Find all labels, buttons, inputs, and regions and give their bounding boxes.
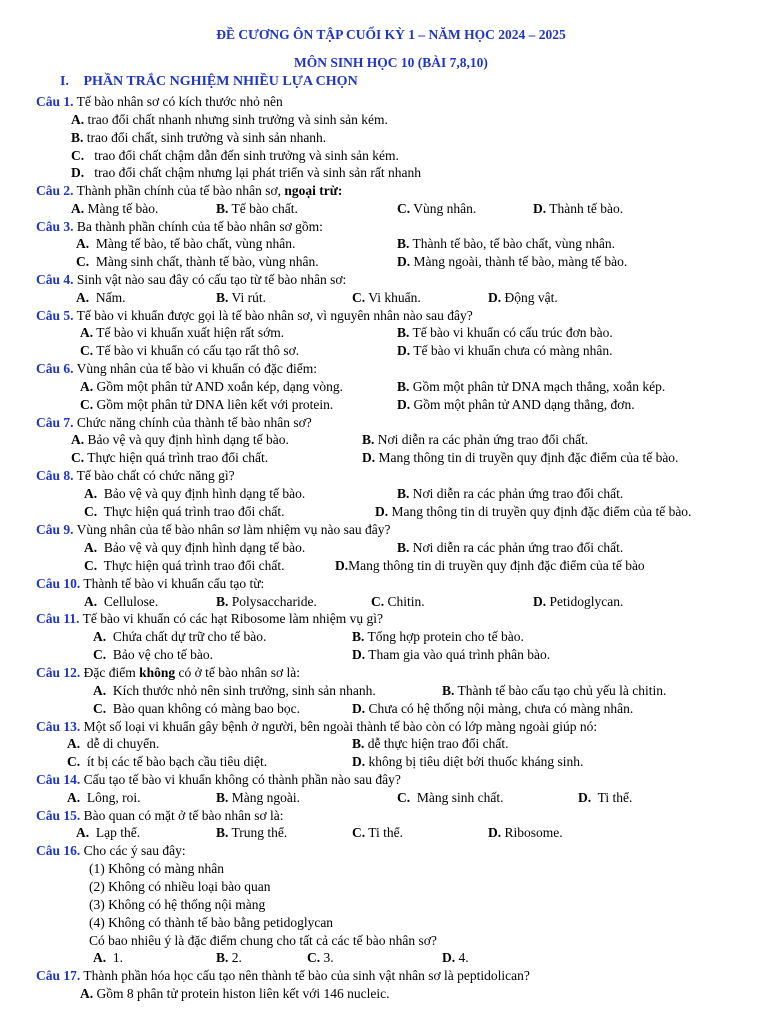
question-label: Câu 15. [36, 808, 81, 823]
question-11 [36, 610, 383, 628]
question-label: Câu 5. [36, 308, 74, 323]
question-2 [36, 182, 342, 200]
question-16 [36, 842, 186, 860]
section-heading [60, 74, 358, 90]
statement-item: (2) Không có nhiều loại bào quan [89, 879, 271, 894]
question-stem: Vùng nhân của tế bào nhân sơ làm nhiệm vụ nào sau đây? [76, 522, 391, 537]
document-title: ĐỀ CƯƠNG ÔN TẬP CUỐI KỲ 1 – NĂM HỌC 2024 – 2025 [216, 27, 566, 42]
option-d: D. Tham gia vào quá trình phân bào. [352, 647, 551, 662]
option-d: D. Động vật. [488, 290, 558, 305]
statement-item: (1) Không có màng nhân [89, 861, 224, 876]
question-stem: Thành tế bào vi khuẩn cấu tạo từ: [83, 576, 265, 591]
question-sub-prompt: Có bao nhiêu ý là đặc điểm chung cho tất cả các tế bào nhân sơ? [89, 933, 437, 948]
question-1 [36, 93, 283, 111]
option-a: A. Lạp thể. [76, 825, 141, 840]
question-stem: Thành phần hóa học cấu tạo nên thành tế bào của sinh vật nhân sơ là peptidolican? [83, 968, 530, 983]
option-b: B. Nơi diễn ra các phản ứng trao đổi chất. [397, 540, 624, 555]
question-stem: Chức năng chính của thành tế bào nhân sơ? [76, 415, 312, 430]
question-3 [36, 218, 323, 236]
option-a: A. Bảo vệ và quy định hình dạng tế bào. [71, 432, 289, 447]
question-stem: Thành phần chính của tế bào nhân sơ, [76, 183, 281, 198]
question-stem: Vùng nhân của tế bào vi khuẩn có đặc điểm: [76, 361, 317, 376]
question-stem: Tế bào nhân sơ có kích thước nhỏ nên [76, 94, 283, 109]
option-c: C. Màng sinh chất, thành tế bào, vùng nhân. [76, 254, 319, 269]
option-c: C. Màng sinh chất. [397, 790, 504, 805]
option-d: D. Thành tế bào. [533, 201, 624, 216]
question-17 [36, 967, 530, 985]
question-stem: Đặc điểm [83, 665, 136, 680]
option-d: D. Mang thông tin di truyền quy định đặc điểm của tế bào. [362, 450, 679, 465]
question-7 [36, 414, 312, 432]
option-c: C. Vùng nhân. [397, 201, 477, 216]
question-5 [36, 307, 473, 325]
option-d: D. trao đổi chất chậm nhưng lại phát triển và sinh sản rất nhanh [71, 165, 421, 180]
option-d: D. Petidoglycan. [533, 594, 624, 609]
option-a: A. Bảo vệ và quy định hình dạng tế bào. [84, 486, 306, 501]
option-d: D. Ribosome. [488, 825, 563, 840]
option-c: C. Ti thể. [352, 825, 404, 840]
question-label: Câu 4. [36, 272, 74, 287]
question-6 [36, 360, 317, 378]
option-b: B. Gồm một phân tử DNA mạch thẳng, xoắn kép. [397, 379, 666, 394]
option-a: A. Màng tế bào, tế bào chất, vùng nhân. [76, 236, 296, 251]
option-a: A. Lông, roi. [67, 790, 141, 805]
option-c: C. Thực hiện quá trình trao đổi chất. [71, 450, 269, 465]
option-a: A. 1. [93, 950, 123, 965]
option-b: B. Thành tế bào cấu tạo chủ yếu là chitin. [442, 683, 667, 698]
option-d: D. Ti thể. [578, 790, 633, 805]
question-label: Câu 1. [36, 94, 74, 109]
option-a: A. Màng tế bào. [71, 201, 159, 216]
question-label: Câu 9. [36, 522, 74, 537]
question-label: Câu 17. [36, 968, 81, 983]
option-b: B. dễ thực hiện trao đổi chất. [352, 736, 509, 751]
option-c: C. Tế bào vi khuẩn có cấu tạo rất thô sơ. [80, 343, 300, 358]
question-label: Câu 6. [36, 361, 74, 376]
question-12 [36, 664, 300, 682]
option-b: B. trao đổi chất, sinh trưởng và sinh sản nhanh. [71, 130, 327, 145]
question-4 [36, 271, 346, 289]
section-label: PHẦN TRẮC NGHIỆM NHIỀU LỰA CHỌN [83, 74, 358, 89]
option-b: B. Tế bào chất. [216, 201, 298, 216]
question-stem: Tế bào vi khuẩn có các hạt Ribosome làm nhiệm vụ gì? [82, 611, 383, 626]
question-label: Câu 12. [36, 665, 81, 680]
question-stem: Một số loại vi khuẩn gây bệnh ở người, bên ngoài thành tế bào còn có lớp màng ngoài giúp nó: [83, 719, 598, 734]
question-14 [36, 771, 401, 789]
question-stem: Cấu tạo tế bào vi khuẩn không có thành phần nào sau đây? [83, 772, 401, 787]
option-c: C. Thực hiện quá trình trao đổi chất. [84, 558, 285, 573]
option-d: D. Màng ngoài, thành tế bào, màng tế bào. [397, 254, 628, 269]
question-stem-emphasis: không [139, 665, 176, 680]
option-a: A. Bảo vệ và quy định hình dạng tế bào. [84, 540, 306, 555]
option-b: B. 2. [216, 950, 242, 965]
question-label: Câu 7. [36, 415, 74, 430]
option-c: C. Bào quan không có màng bao bọc. [93, 701, 300, 716]
question-label: Câu 8. [36, 468, 74, 483]
question-label: Câu 2. [36, 183, 74, 198]
option-c: C. ít bị các tế bào bạch cầu tiêu diệt. [67, 754, 268, 769]
question-stem-emphasis: ngoại trừ: [284, 183, 343, 198]
option-b: B. Tổng hợp protein cho tế bào. [352, 629, 524, 644]
option-a: A. trao đổi chất nhanh nhưng sinh trưởng và sinh sản kém. [71, 112, 388, 127]
option-b: B. Vi rút. [216, 290, 266, 305]
option-d: D. Tế bào vi khuẩn chưa có màng nhân. [397, 343, 613, 358]
question-10 [36, 575, 264, 593]
option-b: B. Nơi diễn ra các phản ứng trao đổi chất. [397, 486, 624, 501]
section-number: I. [60, 74, 69, 89]
option-c: C. Thực hiện quá trình trao đổi chất. [84, 504, 285, 519]
option-c: C. Chitin. [371, 594, 425, 609]
question-stem: Bào quan có mặt ở tế bào nhân sơ là: [83, 808, 284, 823]
option-c: C. Gồm một phân tử DNA liên kết với protein. [80, 397, 334, 412]
question-label: Câu 10. [36, 576, 81, 591]
question-stem-continued: có ở tế bào nhân sơ là: [178, 665, 301, 680]
question-label: Câu 14. [36, 772, 81, 787]
option-d: D. 4. [442, 950, 469, 965]
option-a: A. Tế bào vi khuẩn xuất hiện rất sớm. [80, 325, 285, 340]
question-label: Câu 16. [36, 843, 81, 858]
statement-item: (3) Không có hệ thống nội màng [89, 897, 266, 912]
option-b: B. Tế bào vi khuẩn có cấu trúc đơn bào. [397, 325, 613, 340]
question-8 [36, 467, 235, 485]
question-label: Câu 3. [36, 219, 74, 234]
question-stem: Ba thành phần chính của tế bào nhân sơ gồm: [76, 219, 323, 234]
option-b: B. Trung thể. [216, 825, 288, 840]
option-d: D.Mang thông tin di truyền quy định đặc điểm của tế bào [335, 558, 645, 573]
option-c: C. Vi khuẩn. [352, 290, 421, 305]
question-label: Câu 13. [36, 719, 81, 734]
option-d: D. Gồm một phân tử AND dạng thẳng, đơn. [397, 397, 635, 412]
option-a: A. dễ di chuyển. [67, 736, 160, 751]
statement-item: (4) Không có thành tế bào bằng petidoglycan [89, 915, 334, 930]
option-b: B. Nơi diễn ra các phản ứng trao đổi chất. [362, 432, 589, 447]
question-9 [36, 521, 390, 539]
option-d: D. Chưa có hệ thống nội màng, chưa có màng nhân. [352, 701, 634, 716]
question-stem: Sinh vật nào sau đây có cấu tạo từ tế bào nhân sơ: [76, 272, 347, 287]
option-a: A. Gồm một phân tử AND xoắn kép, dạng vòng. [80, 379, 344, 394]
option-a: A. Gồm 8 phân tử protein histon liên kết với 146 nucleic. [80, 986, 390, 1001]
option-d: D. không bị tiêu diệt bởi thuốc kháng sinh. [352, 754, 584, 769]
option-a: A. Cellulose. [84, 594, 159, 609]
question-13 [36, 718, 597, 736]
document-subtitle: MÔN SINH HỌC 10 (BÀI 7,8,10) [294, 55, 488, 70]
option-c: C. 3. [307, 950, 334, 965]
option-d: D. Mang thông tin di truyền quy định đặc điểm của tế bào. [375, 504, 692, 519]
question-15 [36, 807, 284, 825]
option-a: A. Nấm. [76, 290, 126, 305]
option-b: B. Polysaccharide. [216, 594, 317, 609]
question-label: Câu 11. [36, 611, 80, 626]
option-a: A. Kích thước nhỏ nên sinh trưởng, sinh sản nhanh. [93, 683, 376, 698]
option-a: A. Chứa chất dự trữ cho tế bào. [93, 629, 267, 644]
option-b: B. Màng ngoài. [216, 790, 301, 805]
option-c: C. trao đổi chất chậm dẫn đến sinh trưởng và sinh sản kém. [71, 148, 399, 163]
question-stem: Tế bào vi khuẩn được gọi là tế bào nhân sơ, vì nguyên nhân nào sau đây? [76, 308, 473, 323]
question-stem: Tế bào chất có chức năng gì? [76, 468, 235, 483]
question-stem: Cho các ý sau đây: [83, 843, 186, 858]
option-b: B. Thành tế bào, tế bào chất, vùng nhân. [397, 236, 615, 251]
option-c: C. Bảo vệ cho tế bào. [93, 647, 213, 662]
